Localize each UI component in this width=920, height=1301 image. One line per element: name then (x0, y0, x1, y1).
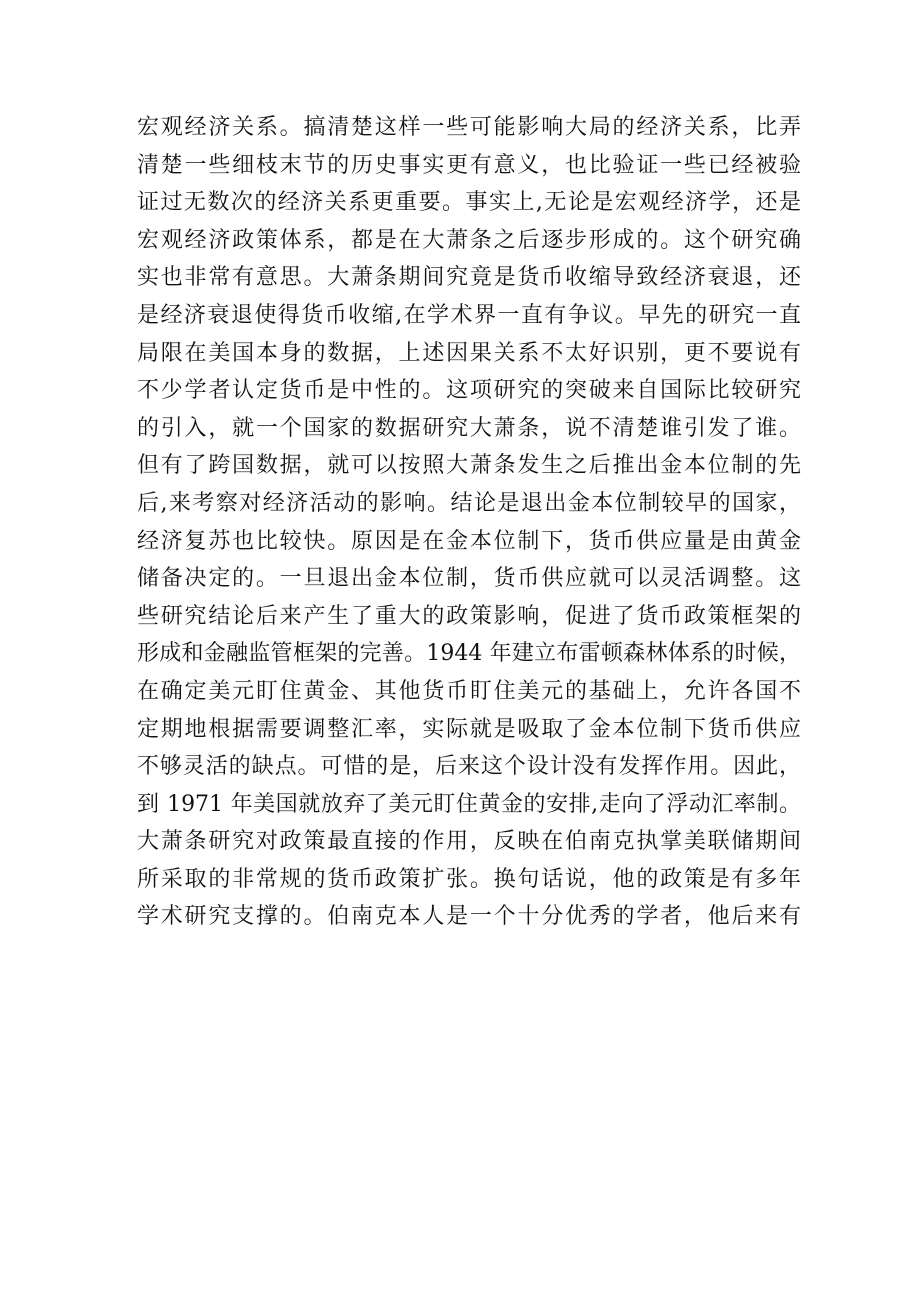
text-line: 定期地根据需要调整汇率，实际就是吸取了金本位制下货币供应 (137, 716, 801, 742)
text-line: 是经济衰退使得货币收缩,在学术界一直有争议。早先的研究一直 (137, 302, 801, 328)
text-line: 的引入，就一个国家的数据研究大萧条，说不清楚谁引发了谁。 (137, 415, 801, 441)
text-line: 宏观经济关系。搞清楚这样一些可能影响大局的经济关系，比弄 (137, 115, 801, 140)
text-line: 宏观经济政策体系，都是在大萧条之后逐步形成的。这个研究确 (137, 227, 801, 253)
text-line: 后,来考察对经济活动的影响。结论是退出金本位制较早的国家， (137, 490, 801, 516)
text-line: 在确定美元盯住黄金、其他货币盯住美元的基础上，允许各国不 (137, 678, 801, 704)
text-line: 到 1971 年美国就放弃了美元盯住黄金的安排,走向了浮动汇率制。 (137, 791, 801, 817)
text-line: 大萧条研究对政策最直接的作用，反映在伯南克执掌美联储期间 (137, 829, 801, 855)
text-line: 学术研究支撑的。伯南克本人是一个十分优秀的学者，他后来有 (137, 904, 801, 930)
text-line: 不少学者认定货币是中性的。这项研究的突破来自国际比较研究 (137, 378, 801, 404)
text-line: 储备决定的。一旦退出金本位制，货币供应就可以灵活调整。这 (137, 566, 801, 592)
text-line: 所采取的非常规的货币政策扩张。换句话说，他的政策是有多年 (137, 866, 801, 892)
text-line: 实也非常有意思。大萧条期间究竟是货币收缩导致经济衰退，还 (137, 265, 801, 291)
text-line: 局限在美国本身的数据，上述因果关系不太好识别，更不要说有 (137, 340, 801, 366)
text-line: 形成和金融监管框架的完善。1944 年建立布雷顿森林体系的时候， (137, 641, 801, 667)
text-line: 不够灵活的缺点。可惜的是，后来这个设计没有发挥作用。因此， (137, 754, 801, 780)
text-line: 但有了跨国数据，就可以按照大萧条发生之后推出金本位制的先 (137, 453, 801, 479)
text-line: 些研究结论后来产生了重大的政策影响，促进了货币政策框架的 (137, 603, 801, 629)
text-line: 证过无数次的经济关系更重要。事实上,无论是宏观经济学，还是 (137, 190, 801, 216)
text-line: 清楚一些细枝末节的历史事实更有意义，也比验证一些已经被验 (137, 152, 801, 178)
body-text (137, 109, 801, 936)
text-line: 经济复苏也比较快。原因是在金本位制下，货币供应量是由黄金 (137, 528, 801, 554)
